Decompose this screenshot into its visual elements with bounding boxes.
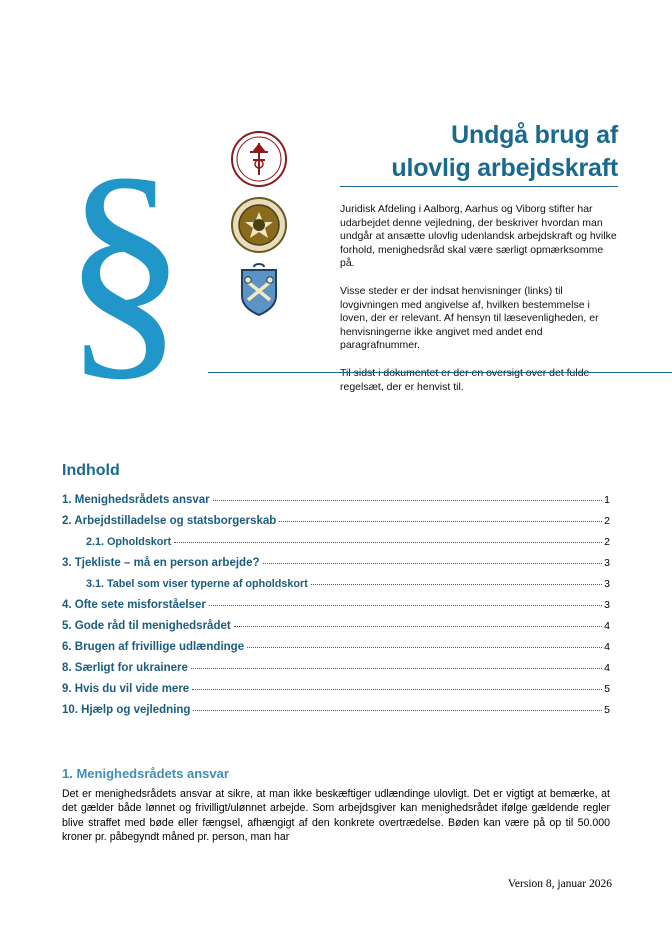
title-underline bbox=[340, 186, 618, 187]
hero-banner bbox=[0, 60, 672, 430]
toc-entry-label: 4. Ofte sete misforståelser bbox=[62, 599, 206, 611]
toc-entry[interactable] bbox=[62, 511, 610, 532]
aalborg-stift-seal-icon bbox=[230, 130, 288, 188]
toc-leader-dots bbox=[213, 490, 603, 501]
toc-heading: Indhold bbox=[62, 462, 120, 479]
toc-leader-dots bbox=[279, 511, 602, 522]
toc-entry-page: 3 bbox=[604, 557, 610, 569]
footer-version: Version 8, januar 2026 bbox=[507, 878, 612, 890]
table-of-contents bbox=[62, 462, 610, 721]
toc-entry-page: 3 bbox=[604, 578, 610, 590]
toc-entry[interactable] bbox=[62, 700, 610, 721]
section-1-body: Det er menighedsrådets ansvar at sikre, at man ikke beskæftiger udlændinge ulovligt. Det er vigtigt at bemærke, at det gælder både lønnet og frivilligt/ulønnet arbejde. Som arbejdsgiver kan menighedsrådet ifølge gældende regler blive straffet med bøde eller fængsel, afhængigt af den konkrete overtrædelse. Bøden kan være på op til 50.000 kroner pr. påbegyndt måned pr. person, man har bbox=[62, 788, 610, 844]
toc-entry[interactable] bbox=[62, 553, 610, 574]
toc-leader-dots bbox=[192, 679, 602, 690]
toc-entry-label: 3. Tjekliste – må en person arbejde? bbox=[62, 557, 260, 569]
toc-leader-dots bbox=[191, 658, 602, 669]
toc-entry[interactable] bbox=[62, 658, 610, 679]
hero-text-block bbox=[340, 120, 618, 394]
toc-entry-page: 2 bbox=[604, 515, 610, 527]
document-title-line-2: ulovlig arbejdskraft bbox=[391, 154, 618, 182]
toc-entry-label: 8. Særligt for ukrainere bbox=[62, 662, 188, 674]
toc-entry[interactable] bbox=[62, 637, 610, 658]
toc-entry-page: 3 bbox=[604, 599, 610, 611]
toc-entry-label: 5. Gode råd til menighedsrådet bbox=[62, 620, 231, 632]
aarhus-stift-seal-icon bbox=[230, 196, 288, 254]
toc-leader-dots bbox=[193, 700, 602, 711]
paragraph-symbol-icon: § bbox=[62, 126, 187, 403]
toc-entry-page: 4 bbox=[604, 641, 610, 653]
document-title-line-1: Undgå brug af bbox=[451, 121, 618, 149]
toc-leader-dots bbox=[247, 637, 602, 648]
toc-leader-dots bbox=[311, 574, 602, 585]
toc-entry[interactable] bbox=[62, 616, 610, 637]
toc-entry-page: 5 bbox=[604, 683, 610, 695]
toc-entry-page: 2 bbox=[604, 536, 610, 548]
toc-entry-label: 9. Hvis du vil vide mere bbox=[62, 683, 190, 695]
toc-entry-label: 1. Menighedsrådets ansvar bbox=[62, 494, 210, 506]
hero-divider bbox=[208, 372, 672, 373]
intro-paragraph-1: Juridisk Afdeling i Aalborg, Aarhus og Viborg stifter har udarbejdet denne vejledning, der beskriver hvordan man undgår at ansætte ulovlig udenlandsk arbejdskraft og hvilke forhold, menighedsråd skal være særligt opmærksomme på. bbox=[340, 203, 617, 270]
toc-entry[interactable] bbox=[62, 574, 610, 595]
toc-entry[interactable] bbox=[62, 532, 610, 553]
section-1-heading: 1. Menighedsrådets ansvar bbox=[62, 766, 229, 781]
toc-entry[interactable] bbox=[62, 490, 610, 511]
toc-entry-page: 4 bbox=[604, 620, 610, 632]
toc-entry-label: 2.1. Opholdskort bbox=[86, 536, 172, 548]
toc-entry-label: 3.1. Tabel som viser typerne af opholdskort bbox=[86, 578, 308, 590]
intro-paragraph-3: Til sidst i dokumentet er der en oversigt over det fulde regelsæt, der er henvist til. bbox=[340, 366, 590, 393]
toc-entry[interactable] bbox=[62, 679, 610, 700]
toc-leader-dots bbox=[234, 616, 602, 627]
toc-leader-dots bbox=[209, 595, 602, 606]
toc-entry-page: 1 bbox=[604, 494, 610, 506]
toc-entry-page: 5 bbox=[604, 704, 610, 716]
stift-seals-group bbox=[230, 130, 302, 390]
intro-paragraph-2: Visse steder er der indsat henvisninger (links) til lovgivningen med angivelse af, hvilken bestemmelse i loven, der er relevant. Af hensyn til læsevenligheden, er henvisningerne ikke angivet med andet end paragrafnummer. bbox=[340, 284, 599, 352]
toc-entry-label: 6. Brugen af frivillige udlændinge bbox=[62, 641, 245, 653]
viborg-stift-seal-icon bbox=[230, 262, 288, 320]
section-1 bbox=[62, 766, 610, 845]
toc-leader-dots bbox=[174, 532, 602, 543]
toc-entry-label: 10. Hjælp og vejledning bbox=[62, 704, 191, 716]
toc-entry[interactable] bbox=[62, 595, 610, 616]
hero-graphics bbox=[62, 126, 312, 403]
toc-leader-dots bbox=[263, 553, 603, 564]
toc-entry-label: 2. Arbejdstilladelse og statsborgerskab bbox=[62, 515, 277, 527]
toc-entry-page: 4 bbox=[604, 662, 610, 674]
